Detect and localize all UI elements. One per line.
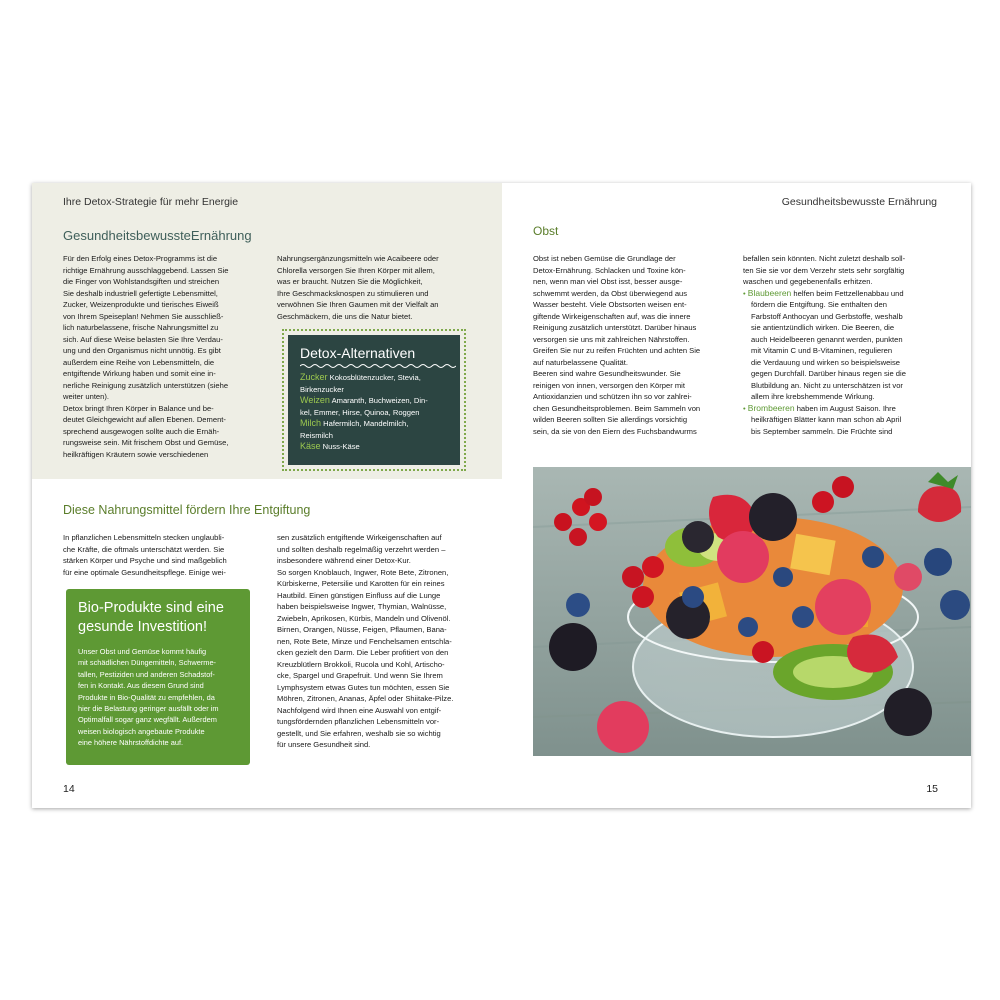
left-heading-2: Diese Nahrungsmittel fördern Ihre Entgiftung xyxy=(63,503,311,517)
bullet-dot: • xyxy=(743,403,746,413)
left-heading: GesundheitsbewussteErnährung xyxy=(63,228,252,243)
bio-products-box xyxy=(66,589,250,765)
right-col2: befallen sein könnten. Nicht zuletzt deshalb soll- ten Sie sie vor dem Verzehr stets sehr sorgfältig waschen und gegebenenfalls erhitzen. • Blaubeeren helfen beim Fettzellenabbau und fördern die Entgiftung. Sie enthalten den Farbstoff Anthocyan und Gerbstoffe, weshalb sie antientzündlich wirken. Die Beeren, die auch Heidelbeeren genannt werden, punkten mit Vitamin C und B-Vitaminen, regulieren die Verdauung und wirken so beispielsweise gegen Durchfall. Darüber hinaus regen sie die Blutbildung an. Nicht zu unterschätzen ist vor allem ihre krebshemmende Wirkung. • Brombeeren haben im August Saison. Ihre heilkräftigen Blätter kann man schon ab April bis September sammeln. Die Früchte sind xyxy=(743,253,963,437)
right-heading: Obst xyxy=(533,224,559,238)
bio-box-title: Bio-Produkte sind eine gesunde Investition! xyxy=(78,600,224,635)
detox-alternatives-box xyxy=(282,329,466,471)
bullet-brombeeren: • Brombeeren haben im August Saison. Ihre xyxy=(743,402,896,413)
left-running-head: Ihre Detox-Strategie für mehr Energie xyxy=(63,196,239,208)
right-col1: Obst ist neben Gemüse die Grundlage der Detox-Ernährung. Schlacken und Toxine kön- nen, wenn man viel Obst isst, besser ausge- schwemmt werden, da Obst überwiegend aus Wasser besteht. Viele Obstsorten weisen ent- giftende Wirkeigenschaften auf, was die innere Reinigung zusätzlich unterstützt. Darüber hinaus versorgen sie uns mit zahlreichen Nährstoffen. Greifen Sie nur zu reifen Früchten und achten Sie auf naturbelassene Qualität. Beeren sind wahre Gesundheitswunder. Sie reinigen von innen, versorgen den Körper mit Antioxidanzien und schützen ihn so vor zahlrei- chen Gesundheitsproblemen. Beim Sammeln von wilden Beeren sollten Sie allerdings vorsichtig sein, da sie von den Eiern des Fuchsbandwurms xyxy=(533,254,701,436)
left-col1: Für den Erfolg eines Detox-Programms ist die richtige Ernährung ausschlaggebend. Lassen Sie die Finger von Wohlstandsgiften und streichen Sie deshalb industriell gefertigte Lebensmittel, Zucker, Weizenprodukte und tierisches Eiweiß von Ihrem Speiseplan! Nehmen Sie ausschließ- lich naturbelassene, frische Nahrungsmittel zu sich. Auf diese Weise belasten Sie Ihre Verdau- ung und den Organismus nicht unnötig. Es gibt außerdem eine Reihe von Lebensmitteln, die entgiftende Wirkung haben und somit eine in- nerliche Reinigung zusätzlich unterstützen (siehe weiter unten). Detox bringt Ihren Körper in Balance und be- deutet Gleichgewicht auf allen Ebenen. Dement- sprechend ausgewogen sollte auch die Ernäh- rungsweise sein. Mit frischem Obst und Gemüse, heilkräftigen Kräutern sowie verschiedenen xyxy=(63,254,229,459)
page-number-left: 14 xyxy=(63,783,75,795)
left-col3: In pflanzlichen Lebensmitteln stecken unglaubli- che Kräfte, die oftmals unterschätzt werden. Sie stärken Körper und Psyche und sind maßgeblich für eine optimale Gesundheitspflege. Einige wei- xyxy=(63,533,227,577)
wave-divider-icon xyxy=(300,363,456,369)
fruit-salad-photo xyxy=(533,467,971,756)
page-number-right: 15 xyxy=(926,783,938,795)
detox-box-title: Detox-Alternativen xyxy=(300,345,416,361)
bullet-dot: • xyxy=(743,288,746,298)
right-page xyxy=(502,183,971,808)
alt-row-milch: Milch Hafermilch, Mandelmilch, Reismilch xyxy=(300,418,409,440)
alt-row-weizen: Weizen Amaranth, Buchweizen, Din- kel, Emmer, Hirse, Quinoa, Roggen xyxy=(300,395,428,417)
book-spread xyxy=(32,183,971,808)
left-page xyxy=(32,183,502,808)
fruit-bowl-image xyxy=(533,467,971,756)
detox-alternatives-panel xyxy=(288,335,460,465)
left-col2: Nahrungsergänzungsmitteln wie Acaibeere oder Chlorella versorgen Sie Ihren Körper mit allem, was er braucht. Nutzen Sie die Möglichkeit, Ihre Geschmacksknospen zu stimulieren und verwöhnen Sie Ihren Gaumen mit der Vielfalt an Geschmäckern, die uns die Natur bietet. xyxy=(277,254,439,321)
alt-row-kaese: Käse Nuss-Käse xyxy=(300,441,360,451)
left-col4: sen zusätzlich entgiftende Wirkeigenschaften auf und sollten deshalb regelmäßig verzehrt werden – insbesondere während einer Detox-Kur. So sorgen Knoblauch, Ingwer, Rote Bete, Zitronen, Kürbiskerne, Petersilie und Karotten für ein reines Hautbild. Einen günstigen Einfluss auf die Lunge haben beispielsweise Ingwer, Thymian, Walnüsse, Zwiebeln, Aprikosen, Kürbis, Mandeln und Olivenöl. Birnen, Orangen, Nüsse, Feigen, Pflaumen, Bana- nen, Rote Bete, Minze und Fenchelsamen entschla- cken gezielt den Darm. Die Leber profitiert von den Kreuzblütlern Brokkoli, Rucola und Kohl, Artischo- cke, Spargel und Grapefruit. Und wenn Sie Ihrem Lymphsystem etwas Gutes tun möchten, essen Sie Möhren, Zitronen, Ananas, Äpfel oder Shiitake-Pilze. Nachfolgend wird Ihnen eine Auswahl von entgif- tungsfördernden pflanzlichen Lebensmitteln vor- gestellt, und Sie erfahren, weshalb sie so wichtig für unsere Gesundheit sind. xyxy=(277,533,454,749)
alt-row-zucker: Zucker Kokosblütenzucker, Stevia, Birkenzucker xyxy=(300,372,421,394)
right-running-head: Gesundheitsbewusste Ernährung xyxy=(781,196,937,208)
bullet-blaubeeren: • Blaubeeren helfen beim Fettzellenabbau und xyxy=(743,287,904,298)
bio-box-text: Unser Obst und Gemüse kommt häufig mit schädlichen Düngemitteln, Schwerme- tallen, Pestiziden und anderen Schadstof- fen in Kontakt. Aus diesem Grund sind Produkte in Bio-Qualität zu empfehlen, da hier die Belastung geringer ausfällt oder im Optimalfall sogar ganz wegfällt. Außerdem weisen biologisch angebaute Produkte eine höhere Nährstoffdichte auf. xyxy=(78,647,219,748)
